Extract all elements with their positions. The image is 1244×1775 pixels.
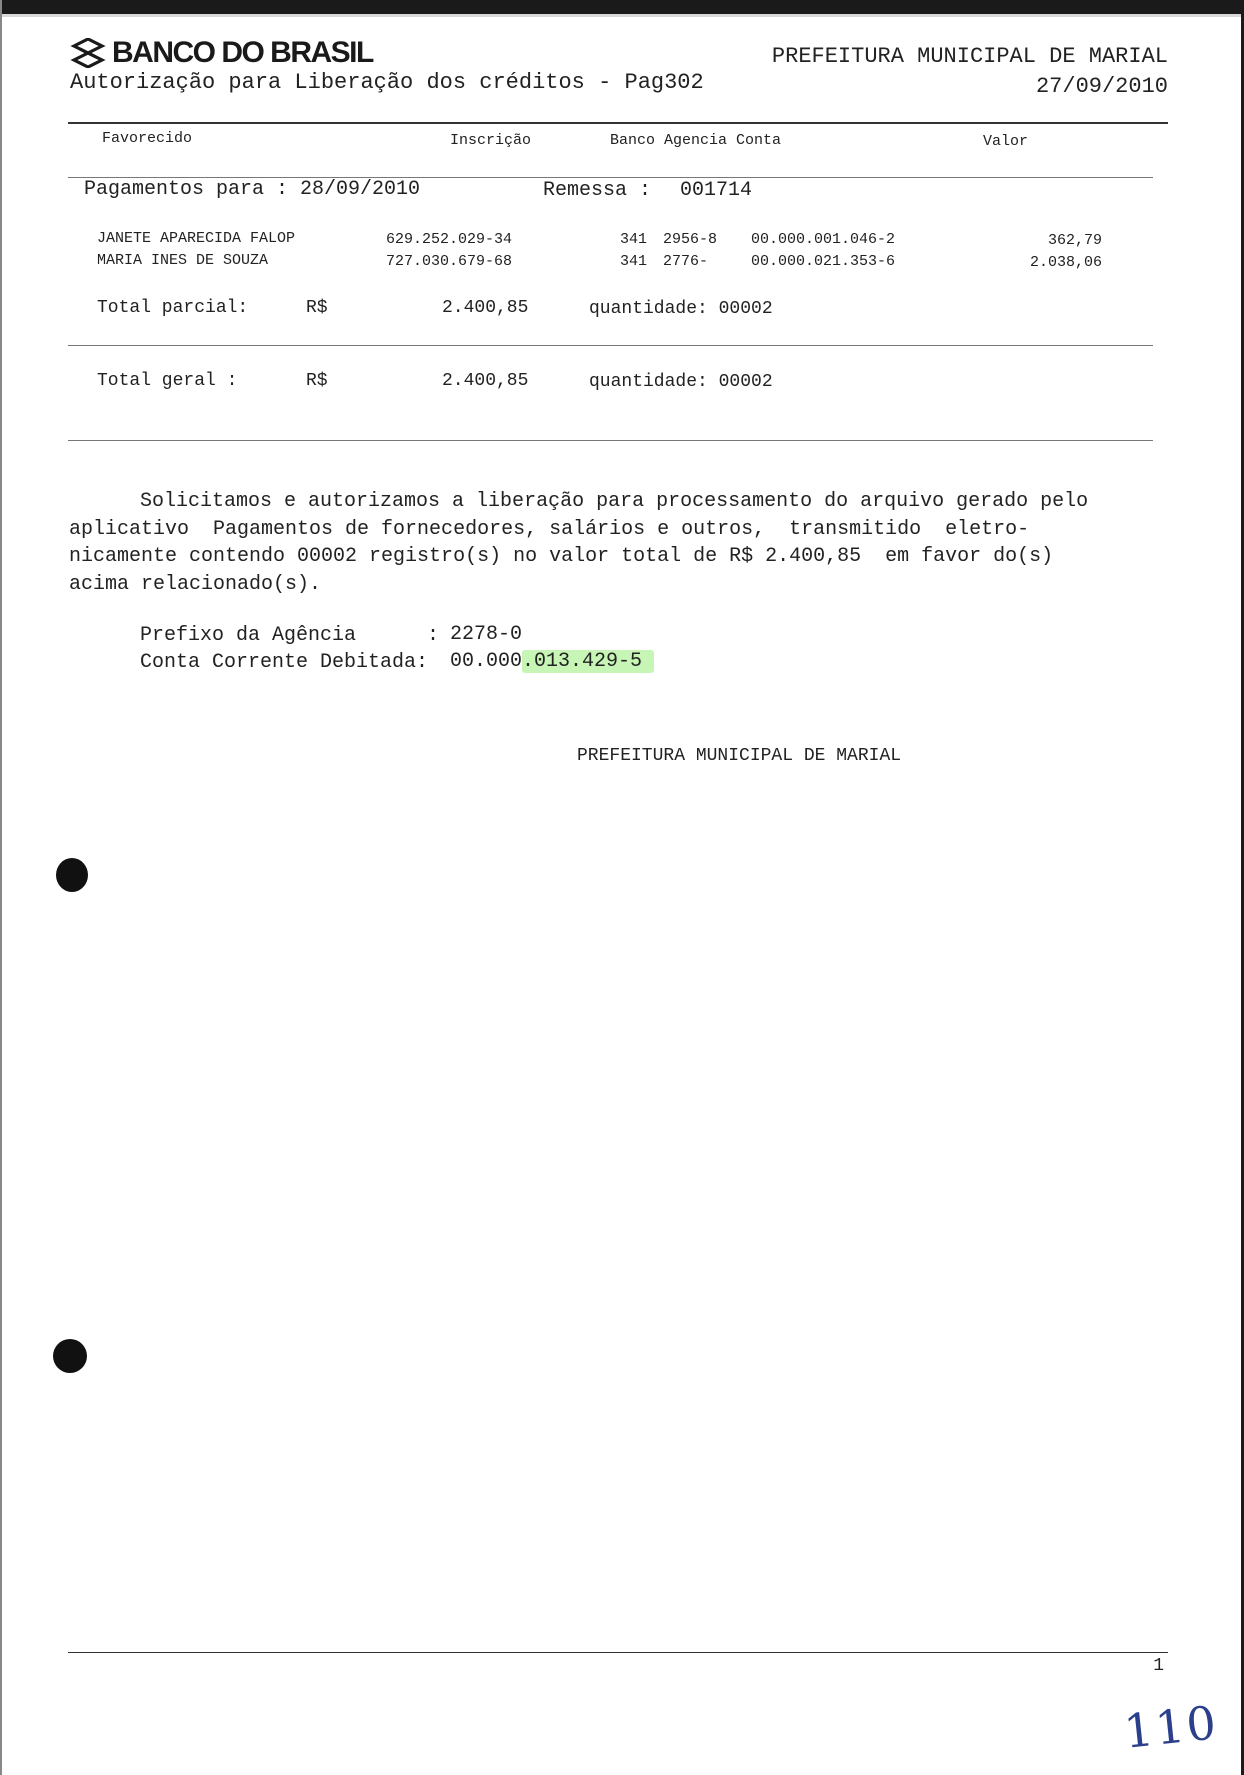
remessa-label: Remessa : <box>543 179 652 202</box>
agency-prefix-label: Prefixo da Agência <box>140 624 357 647</box>
row-2-valor: 2.038,06 <box>1029 254 1102 271</box>
debit-account-label: Conta Corrente Debitada: <box>140 651 429 674</box>
row-2-inscricao: 727.030.679-68 <box>386 253 513 270</box>
bank-logo <box>70 36 373 70</box>
scan-top-shadow <box>0 14 1244 17</box>
authorization-line-3: nicamente contendo 00002 registro(s) no valor total de R$ 2.400,85 em favor do(s) <box>69 545 1054 568</box>
payment-date-label: Pagamentos para : 28/09/2010 <box>84 178 421 201</box>
row-1-agencia: 2956-8 <box>663 231 718 248</box>
page-number: 1 <box>1153 1656 1164 1676</box>
total-geral-label: Total geral : <box>97 371 238 391</box>
row-2-banco: 341 <box>620 253 648 270</box>
debit-account-value <box>450 650 654 673</box>
signature-org-name: PREFEITURA MUNICIPAL DE MARIAL <box>577 746 902 766</box>
scan-left-edge <box>0 0 2 1775</box>
authorization-line-2: aplicativo Pagamentos de fornecedores, salários e outros, transmitido eletro- <box>69 518 1030 541</box>
punch-hole-mark-bottom <box>53 1339 87 1373</box>
handwritten-page-number: 110 <box>1121 1695 1221 1759</box>
agency-prefix-separator: : <box>427 624 440 647</box>
header-org-name: PREFEITURA MUNICIPAL DE MARIAL <box>771 44 1168 69</box>
row-1-banco: 341 <box>620 231 648 248</box>
total-geral-amount: 2.400,85 <box>442 371 529 391</box>
remessa-value: 001714 <box>680 179 753 202</box>
total-geral-quantity: quantidade: 00002 <box>589 372 773 392</box>
row-2-agencia: 2776- <box>663 253 709 270</box>
debit-account-value-start: 00.000 <box>450 650 523 673</box>
totals-bottom-rule <box>68 440 1153 441</box>
row-2-name: MARIA INES DE SOUZA <box>97 252 269 269</box>
row-1-conta: 00.000.001.046-2 <box>751 231 896 248</box>
footer-rule <box>68 1652 1168 1653</box>
header-rule <box>68 122 1168 124</box>
total-parcial-quantity: quantidade: 00002 <box>589 299 773 319</box>
col-banco-agencia-conta: Banco Agencia Conta <box>610 132 782 149</box>
col-favorecido: Favorecido <box>102 130 193 147</box>
authorization-line-1: Solicitamos e autorizamos a liberação para processamento do arquivo gerado pelo <box>140 490 1089 513</box>
agency-prefix-value: 2278-0 <box>450 623 523 646</box>
document-subtitle: Autorização para Liberação dos créditos - Pag302 <box>70 70 704 95</box>
total-parcial-currency: R$ <box>306 298 328 318</box>
authorization-line-4: acima relacionado(s). <box>69 573 322 596</box>
totals-divider <box>68 345 1153 346</box>
bank-logo-text: BANCO DO BRASIL <box>112 36 373 69</box>
row-1-name: JANETE APARECIDA FALOP <box>97 230 296 247</box>
row-1-valor: 362,79 <box>1047 232 1102 249</box>
punch-hole-mark-top <box>56 858 88 892</box>
total-geral-currency: R$ <box>306 371 328 391</box>
row-2-conta: 00.000.021.353-6 <box>751 253 896 270</box>
total-parcial-label: Total parcial: <box>97 298 249 318</box>
debit-account-highlight: .013.429-5 <box>522 650 654 673</box>
total-parcial-amount: 2.400,85 <box>442 298 529 318</box>
col-inscricao: Inscrição <box>450 132 532 149</box>
row-1-inscricao: 629.252.029-34 <box>386 231 513 248</box>
col-valor: Valor <box>983 133 1029 150</box>
scan-top-edge <box>0 0 1244 14</box>
header-date: 27/09/2010 <box>1035 74 1168 99</box>
bank-logo-icon <box>70 38 106 68</box>
